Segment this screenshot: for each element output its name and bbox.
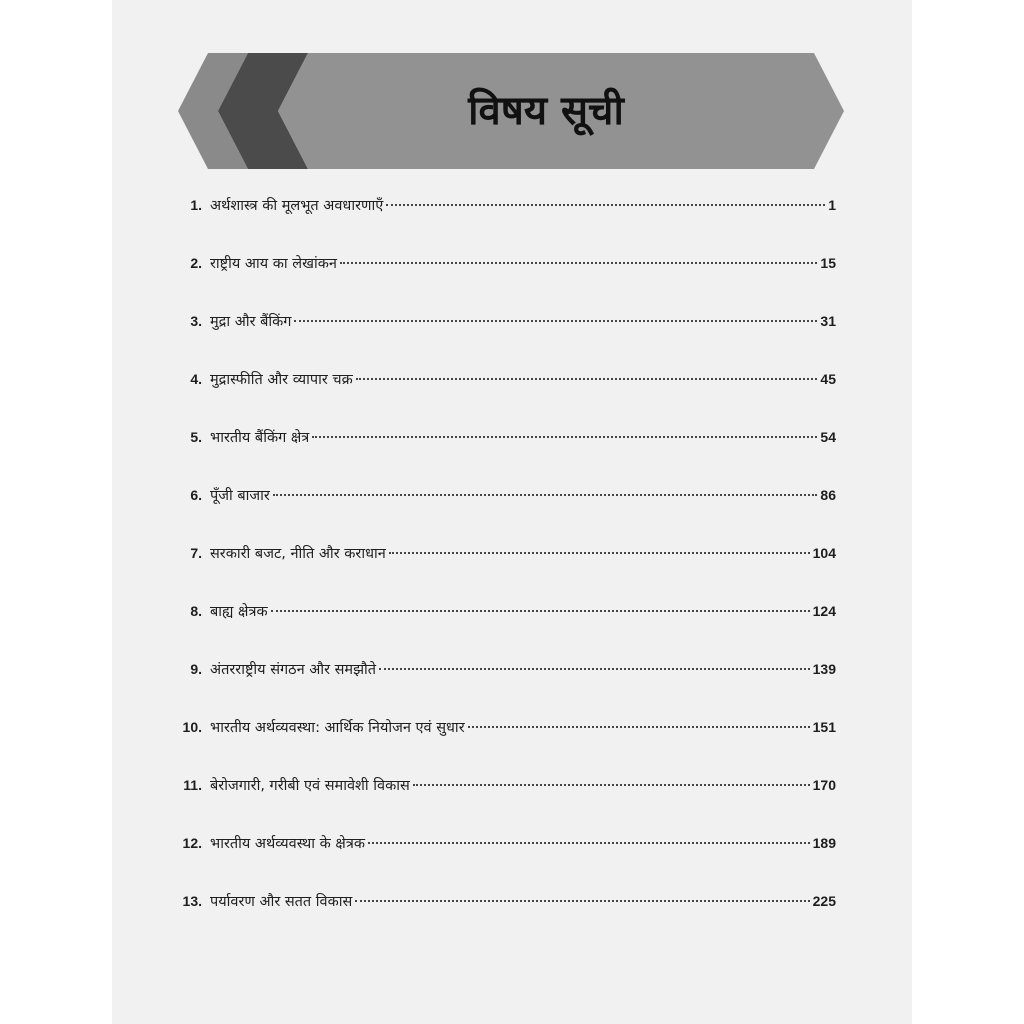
dot-leader <box>368 842 810 844</box>
document-page <box>112 0 912 1024</box>
entry-page-number: 15 <box>820 255 836 271</box>
toc-entry[interactable] <box>174 309 836 333</box>
entry-page-number: 170 <box>812 777 836 793</box>
toc-entry[interactable] <box>174 773 836 797</box>
dot-leader <box>356 378 818 380</box>
dot-leader <box>273 494 818 496</box>
entry-title: अंतरराष्ट्रीय संगठन और समझौते <box>210 662 377 678</box>
dot-leader <box>386 204 825 206</box>
entry-title: भारतीय अर्थव्यवस्था के क्षेत्रक <box>210 836 365 852</box>
entry-page-number: 189 <box>812 835 836 851</box>
entry-title: बेरोजगारी, गरीबी एवं समावेशी विकास <box>210 778 410 794</box>
page-title: विषय सूची <box>468 88 624 134</box>
entry-number: 10. <box>182 719 202 735</box>
entry-number: 1. <box>190 197 202 213</box>
toc-entry[interactable] <box>174 831 836 855</box>
entry-title: बाह्य क्षेत्रक <box>210 604 268 620</box>
toc-entry[interactable] <box>174 367 836 391</box>
toc-entry[interactable] <box>174 193 836 217</box>
entry-number: 11. <box>183 777 202 793</box>
entry-number: 13. <box>182 893 202 909</box>
entry-number: 7. <box>190 545 202 561</box>
dot-leader <box>312 436 817 438</box>
toc-entry[interactable] <box>174 483 836 507</box>
entry-title: राष्ट्रीय आय का लेखांकन <box>210 256 337 272</box>
entry-title: पर्यावरण और सतत विकास <box>210 894 353 910</box>
dot-leader <box>389 552 810 554</box>
entry-title: भारतीय बैंकिंग क्षेत्र <box>210 430 310 446</box>
entry-page-number: 54 <box>820 429 836 445</box>
entry-title: भारतीय अर्थव्यवस्था: आर्थिक नियोजन एवं सुधार <box>210 720 465 736</box>
toc-entry[interactable] <box>174 541 836 565</box>
entry-page-number: 139 <box>812 661 836 677</box>
dot-leader <box>468 726 810 728</box>
entry-title: पूँजी बाजार <box>210 488 270 504</box>
entry-title: सरकारी बजट, नीति और कराधान <box>210 546 386 562</box>
entry-number: 5. <box>190 429 202 445</box>
entry-page-number: 86 <box>820 487 836 503</box>
toc-entry[interactable] <box>174 657 836 681</box>
entry-page-number: 225 <box>812 893 836 909</box>
entry-page-number: 151 <box>812 719 836 735</box>
toc-entry[interactable] <box>174 715 836 739</box>
table-of-contents <box>174 0 836 1024</box>
entry-page-number: 31 <box>820 313 836 329</box>
entry-page-number: 1 <box>828 197 836 213</box>
dot-leader <box>294 320 817 322</box>
toc-entry[interactable] <box>174 251 836 275</box>
entry-number: 3. <box>190 313 202 329</box>
entry-page-number: 124 <box>812 603 836 619</box>
entry-number: 12. <box>182 835 202 851</box>
entry-title: अर्थशास्त्र की मूलभूत अवधारणाएँ <box>210 198 384 214</box>
dot-leader <box>379 668 810 670</box>
dot-leader <box>413 784 810 786</box>
entry-number: 4. <box>190 371 202 387</box>
toc-entry[interactable] <box>174 425 836 449</box>
entry-number: 6. <box>190 487 202 503</box>
toc-entry[interactable] <box>174 889 836 913</box>
entry-title: मुद्रा और बैंकिंग <box>210 314 292 330</box>
toc-entry[interactable] <box>174 599 836 623</box>
entry-title: मुद्रास्फीति और व्यापार चक्र <box>210 372 353 388</box>
entry-number: 8. <box>190 603 202 619</box>
entry-number: 2. <box>190 255 202 271</box>
entry-page-number: 45 <box>820 371 836 387</box>
dot-leader <box>340 262 818 264</box>
entry-page-number: 104 <box>812 545 836 561</box>
dot-leader <box>355 900 809 902</box>
dot-leader <box>271 610 810 612</box>
entry-number: 9. <box>190 661 202 677</box>
